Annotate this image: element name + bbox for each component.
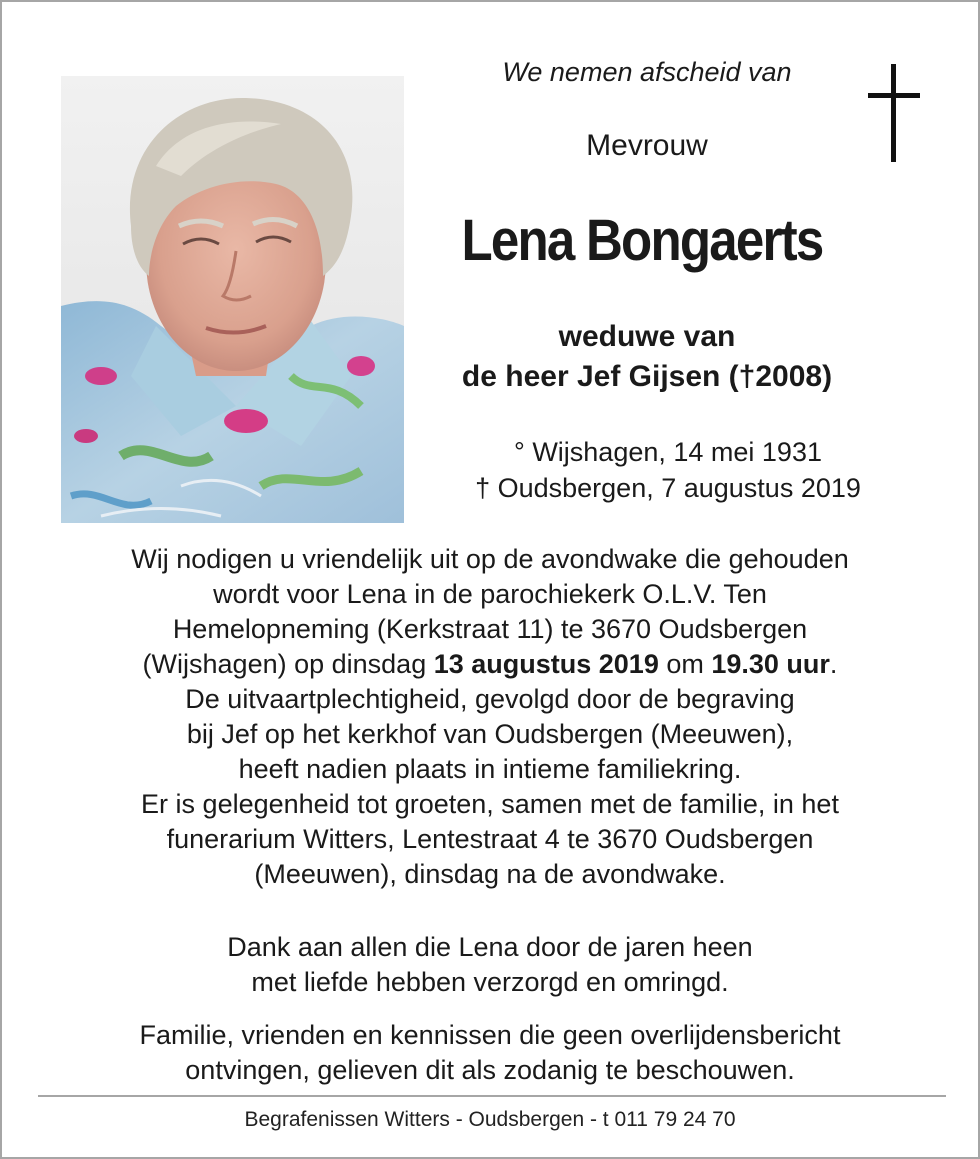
body-line: wordt voor Lena in de parochiekerk O.L.V. Ten bbox=[213, 579, 767, 609]
disclaimer-line: ontvingen, gelieven dit als zodanig te beschouwen. bbox=[185, 1055, 795, 1085]
body-line: (Meeuwen), dinsdag na de avondwake. bbox=[254, 859, 726, 889]
body-line: Er is gelegenheid tot groeten, samen met de familie, in het bbox=[141, 789, 839, 819]
thanks-paragraph bbox=[42, 930, 938, 1000]
widow-of-block bbox=[432, 317, 862, 397]
life-dates bbox=[432, 434, 904, 506]
body-line: bij Jef op het kerkhof van Oudsbergen (Meeuwen), bbox=[186, 719, 794, 749]
thanks-line: Dank aan allen die Lena door de jaren heen bbox=[227, 932, 753, 962]
honorific: Mevrouw bbox=[586, 129, 708, 162]
deceased-name: Lena Bongaerts bbox=[461, 208, 823, 273]
wake-time: 19.30 uur bbox=[711, 649, 830, 679]
intro-text: We nemen afscheid van bbox=[502, 57, 792, 87]
body-text-segment: . bbox=[829, 649, 838, 679]
wake-date: 13 augustus 2019 bbox=[433, 649, 659, 679]
thanks-line: met liefde hebben verzorgd en omringd. bbox=[251, 967, 729, 997]
body-text-segment: om bbox=[658, 649, 712, 679]
death-date: † Oudsbergen, 7 augustus 2019 bbox=[475, 473, 861, 503]
funeral-home-footer: Begrafenissen Witters - Oudsbergen - t 011 79 24 70 bbox=[244, 1108, 736, 1131]
widow-line-1: weduwe van bbox=[558, 320, 736, 353]
notice-disclaimer bbox=[42, 1018, 938, 1088]
widow-line-2: de heer Jef Gijsen (†2008) bbox=[461, 360, 833, 393]
disclaimer-line: Familie, vrienden en kennissen die geen overlijdensbericht bbox=[139, 1020, 841, 1050]
body-line: funerarium Witters, Lentestraat 4 te 3670 Oudsbergen bbox=[166, 824, 814, 854]
body-line: De uitvaartplechtigheid, gevolgd door de begraving bbox=[185, 684, 795, 714]
body-line bbox=[42, 647, 938, 682]
birth-date: ° Wijshagen, 14 mei 1931 bbox=[514, 437, 822, 467]
footer-divider bbox=[38, 1095, 946, 1097]
body-line: heeft nadien plaats in intieme familiekring. bbox=[238, 754, 742, 784]
invitation-paragraph bbox=[42, 542, 938, 892]
portrait-photo bbox=[61, 76, 404, 523]
body-text-segment: (Wijshagen) op dinsdag bbox=[142, 649, 434, 679]
cross-icon bbox=[864, 64, 924, 162]
body-line: Hemelopneming (Kerkstraat 11) te 3670 Oudsbergen bbox=[172, 614, 808, 644]
body-line: Wij nodigen u vriendelijk uit op de avondwake die gehouden bbox=[131, 544, 849, 574]
